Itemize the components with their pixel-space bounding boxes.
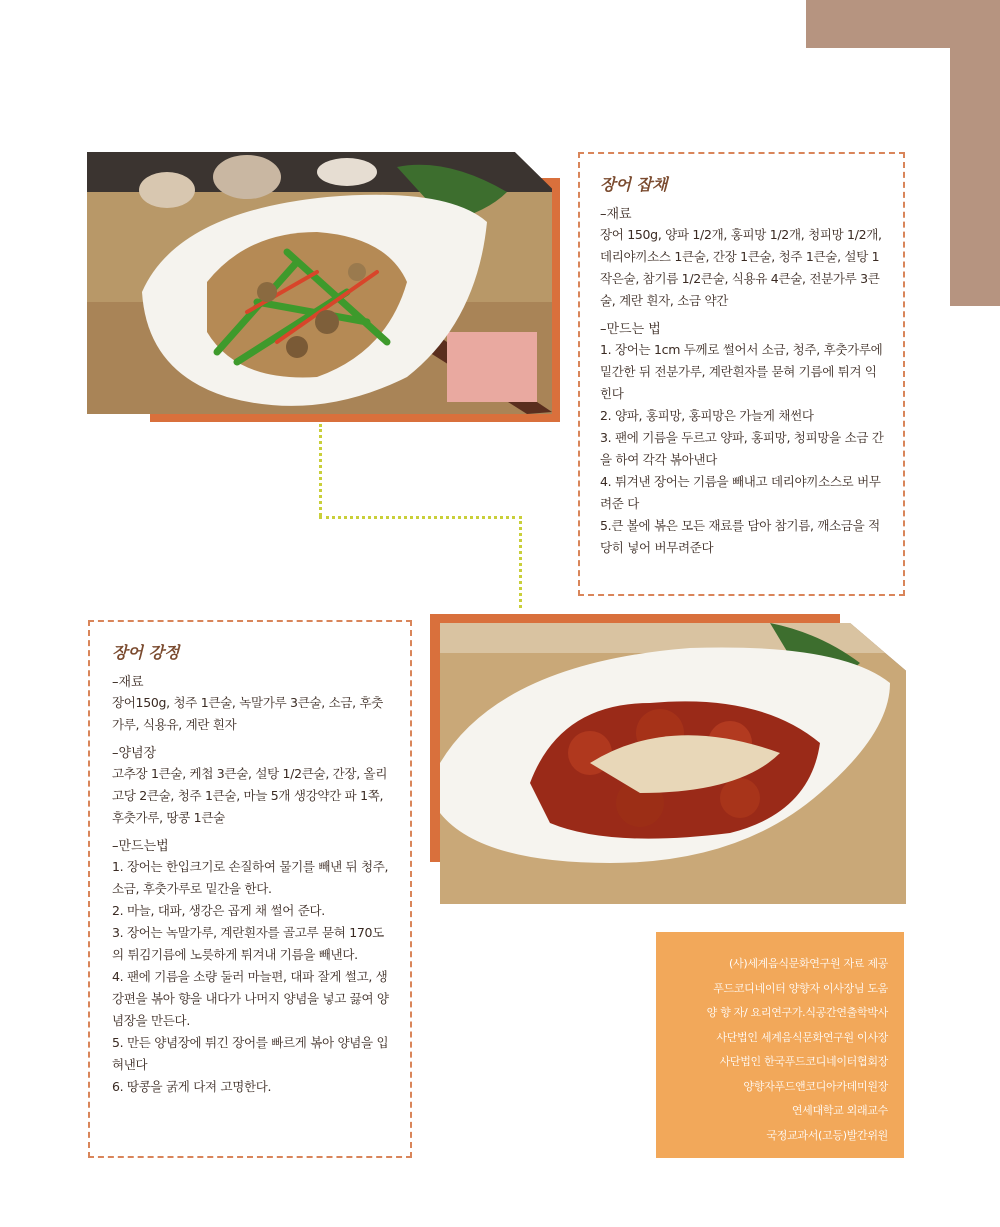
credit-line: 연세대학교 외래교수: [791, 1104, 888, 1117]
ingredients-label: –재료: [112, 675, 144, 690]
ingredients-text: 장어150g, 청주 1큰술, 녹말가루 3큰술, 소금, 후춧가루, 식용유, 계란 흰자: [112, 695, 384, 732]
method-step: 5.큰 볼에 볶은 모든 재료를 담아 참기름, 깨소금을 적당히 넣어 버무려준다: [600, 518, 880, 555]
recipe-title: 장어 강정: [112, 643, 180, 662]
method-step: 4. 튀겨낸 장어는 기름을 빼내고 데리야끼소스로 버무려준 다: [600, 474, 881, 511]
sauce-label: –양념장: [112, 746, 157, 761]
method-step: 3. 팬에 기름을 두르고 양파, 홍피망, 청피망을 소금 간을 하여 각각 볶아낸다: [600, 430, 884, 467]
method-step: 4. 팬에 기름을 소량 둘러 마늘편, 대파 잘게 썰고, 생강편을 볶아 향을 내다가 나머지 양념을 넣고 끓여 양념장을 만든다.: [112, 969, 389, 1028]
method-label: –만드는법: [112, 839, 169, 854]
recipe-eel-japchae: [578, 152, 905, 596]
credit-line: 국정교과서(고등)발간위원: [766, 1128, 888, 1142]
method-step: 1. 장어는 한입크기로 손질하여 물기를 빼낸 뒤 청주, 소금, 후춧가루로 밑간을 한다.: [112, 859, 389, 896]
connector-line: [519, 516, 522, 608]
recipe-eel-gangjeong: [88, 620, 412, 1158]
eel-gangjeong-photo: [440, 623, 906, 904]
method-label: –만드는 법: [600, 322, 661, 337]
connector-line: [319, 424, 322, 516]
recipe-title: 장어 잡채: [600, 175, 668, 194]
ingredients-text: 장어 150g, 양파 1/2개, 홍피망 1/2개, 청피망 1/2개, 데리야끼소스 1큰술, 간장 1큰술, 청주 1큰술, 설탕 1작은술, 참기름 1/2큰술, 식용유 4큰술, 전분가루 3큰술, 계란 흰자, 소금 약간: [600, 227, 882, 308]
credit-line: 양향자푸드앤코디아카데미원장: [743, 1079, 888, 1093]
method-step: 2. 양파, 홍피망, 홍피망은 가늘게 채썬다: [600, 408, 814, 423]
credits-box: [656, 932, 904, 1158]
eel-japchae-photo: [87, 152, 552, 414]
method-step: 5. 만든 양념장에 튀긴 장어를 빠르게 볶아 양념을 입혀낸다: [112, 1035, 389, 1072]
ingredients-label: –재료: [600, 207, 632, 222]
corner-tab: [806, 0, 1000, 48]
sauce-text: 고추장 1큰술, 케첩 3큰술, 설탕 1/2큰술, 간장, 올리고당 2큰술, 청주 1큰술, 마늘 5개 생강약간 파 1쪽, 후춧가루, 땅콩 1큰술: [112, 766, 388, 825]
credit-line: (사)세계음식문화연구원 자료 제공: [729, 957, 888, 970]
side-tab: [950, 48, 1000, 306]
credit-line: 사단법인 한국푸드코디네이터협회장: [719, 1055, 888, 1068]
method-step: 6. 땅콩을 굵게 다져 고명한다.: [112, 1079, 272, 1094]
method-step: 3. 장어는 녹말가루, 계란흰자를 골고루 묻혀 170도의 튀김기름에 노릇하게 튀겨내 기름을 빼낸다.: [112, 925, 384, 962]
credit-line: 양 향 자/ 요리연구가.식공간연출학박사: [706, 1006, 888, 1019]
method-step: 1. 장어는 1cm 두께로 썰어서 소금, 청주, 후춧가루에 밑간한 뒤 전분가루, 계란흰자를 묻혀 기름에 튀겨 익힌다: [600, 342, 883, 401]
credit-line: 사단법인 세계음식문화연구원 이사장: [716, 1030, 888, 1044]
credit-line: 푸드코디네이터 양향자 이사장님 도움: [713, 981, 888, 995]
connector-line: [319, 516, 522, 519]
method-step: 2. 마늘, 대파, 생강은 곱게 채 썰어 준다.: [112, 903, 325, 918]
